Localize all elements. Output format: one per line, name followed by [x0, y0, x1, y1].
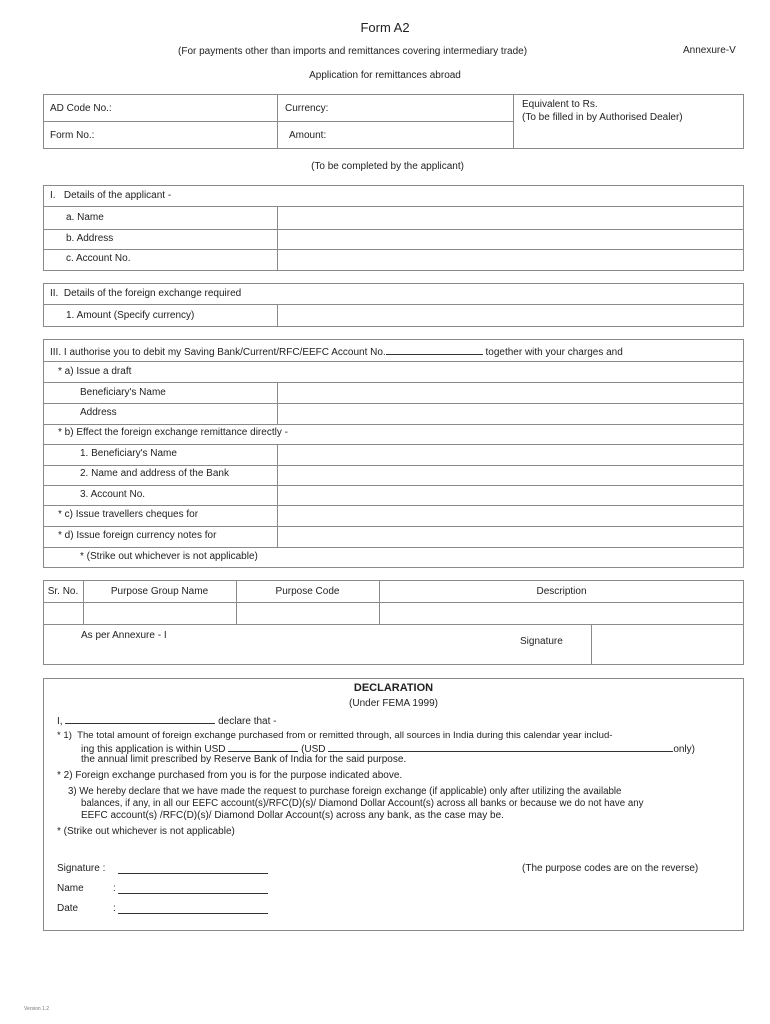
- purpose-group-field[interactable]: [84, 603, 235, 623]
- form-no-label: Form No.:: [50, 130, 95, 141]
- purpose-code-field[interactable]: [237, 603, 378, 623]
- declaration-subtitle: (Under FEMA 1999): [349, 698, 438, 709]
- name-label: a. Name: [66, 212, 104, 223]
- address-label: b. Address: [66, 233, 114, 244]
- fx-amount-field[interactable]: [278, 305, 743, 326]
- currency-notes-field[interactable]: [278, 527, 743, 546]
- travellers-cheques-label: * c) Issue travellers cheques for: [58, 509, 199, 520]
- declaration-title: DECLARATION: [353, 682, 434, 694]
- address-field[interactable]: [278, 230, 743, 248]
- annexure-label: Annexure-V: [683, 45, 736, 56]
- section3-heading-suffix: together with your charges and: [485, 347, 623, 358]
- remit-directly-label: * b) Effect the foreign exchange remittance directly -: [58, 427, 288, 438]
- debit-account-no-field[interactable]: [386, 345, 483, 355]
- col-sr-no: Sr. No.: [47, 586, 79, 597]
- name-field[interactable]: [278, 207, 743, 228]
- remit-beneficiary-field[interactable]: [278, 445, 743, 464]
- declarant-prefix: I,: [57, 716, 63, 727]
- declarant-suffix: declare that -: [218, 716, 277, 727]
- ad-code-label: AD Code No.:: [50, 103, 112, 114]
- equivalent-label: Equivalent to Rs.: [522, 99, 598, 110]
- declaration-para1-line1: * 1) The total amount of foreign exchange purchased from or remitted through, all sources in India during this calendar year includ-: [57, 730, 613, 741]
- account-no-label: c. Account No.: [66, 253, 131, 264]
- issue-draft-label: * a) Issue a draft: [58, 366, 132, 377]
- declaration-para2: * 2) Foreign exchange purchased from you is for the purpose indicated above.: [57, 770, 403, 781]
- col-purpose-group: Purpose Group Name: [110, 586, 209, 597]
- decl-name-label: Name: [57, 883, 84, 894]
- remit-bank-field[interactable]: [278, 466, 743, 484]
- usd-words-field[interactable]: [328, 742, 673, 752]
- remit-account-label: 3. Account No.: [80, 489, 146, 500]
- section2-heading: II. Details of the foreign exchange required: [50, 288, 242, 299]
- amount-label: Amount:: [289, 130, 327, 141]
- strike-note: * (Strike out whichever is not applicable): [80, 551, 258, 562]
- usd-words-prefix: (USD: [301, 744, 326, 755]
- version-label: Version 1.2: [24, 1006, 50, 1012]
- decl-name-field[interactable]: [118, 884, 268, 894]
- signature-label: Signature: [520, 636, 563, 647]
- section3-heading-text: III. I authorise you to debit my Saving Bank/Current/RFC/EEFC Account No.: [50, 347, 386, 358]
- decl-date-field[interactable]: [118, 904, 268, 914]
- section3-heading: [50, 345, 623, 358]
- decl-date-colon: :: [113, 903, 116, 914]
- declarant-line: [57, 714, 277, 727]
- as-per-annexure: As per Annexure - I: [81, 630, 167, 641]
- declaration-para1-line3: the annual limit prescribed by Reserve Bank of India for the said purpose.: [81, 754, 407, 765]
- remit-account-field[interactable]: [278, 486, 743, 504]
- account-no-field[interactable]: [278, 250, 743, 270]
- decl-signature-label: Signature :: [57, 863, 106, 874]
- col-description: Description: [536, 586, 587, 597]
- application-title: Application for remittances abroad: [309, 70, 461, 81]
- declaration-para3-line3: EEFC account(s) /RFC(D)(s)/ Diamond Dollar Account(s) across any bank, as the case may be.: [81, 810, 504, 821]
- fx-amount-label: 1. Amount (Specify currency): [66, 310, 195, 321]
- applicant-note: (To be completed by the applicant): [311, 161, 464, 172]
- decl-date-label: Date: [57, 903, 79, 914]
- sr-no-field[interactable]: [44, 603, 82, 623]
- draft-address-field[interactable]: [278, 404, 743, 423]
- declaration-para3-line1: 3) We hereby declare that we have made the request to purchase foreign exchange (if applicable) only after utilizing the available: [68, 786, 622, 797]
- declaration-strike-note: * (Strike out whichever is not applicable): [57, 826, 235, 837]
- section1-heading: I. Details of the applicant -: [50, 190, 172, 201]
- draft-beneficiary-label: Beneficiary's Name: [80, 387, 166, 398]
- description-field[interactable]: [380, 603, 743, 623]
- usd-words-suffix: only): [673, 744, 695, 755]
- currency-notes-label: * d) Issue foreign currency notes for: [58, 530, 217, 541]
- currency-label: Currency:: [285, 103, 329, 114]
- travellers-cheques-field[interactable]: [278, 506, 743, 525]
- col-purpose-code: Purpose Code: [275, 586, 340, 597]
- draft-beneficiary-field[interactable]: [278, 383, 743, 402]
- declaration-para3-line2: balances, if any, in all our EEFC account(s)/RFC(D)(s)/ Diamond Dollar Account(s) across all banks or because we do not have any: [81, 798, 644, 809]
- equivalent-note: (To be filled in by Authorised Dealer): [522, 112, 683, 123]
- form-title: Form A2: [360, 20, 410, 35]
- remit-beneficiary-label: 1. Beneficiary's Name: [80, 448, 177, 459]
- decl-signature-field[interactable]: [118, 864, 268, 874]
- draft-address-label: Address: [80, 407, 117, 418]
- form-subtitle: (For payments other than imports and remittances covering intermediary trade): [178, 46, 528, 57]
- declarant-name-field[interactable]: [65, 714, 215, 724]
- signature-field[interactable]: [592, 625, 743, 664]
- decl-name-colon: :: [113, 883, 116, 894]
- remit-bank-label: 2. Name and address of the Bank: [80, 468, 229, 479]
- usd-limit-text: ing this application is within USD: [81, 744, 226, 755]
- reverse-note: (The purpose codes are on the reverse): [522, 863, 699, 874]
- usd-amount-field[interactable]: [228, 742, 298, 752]
